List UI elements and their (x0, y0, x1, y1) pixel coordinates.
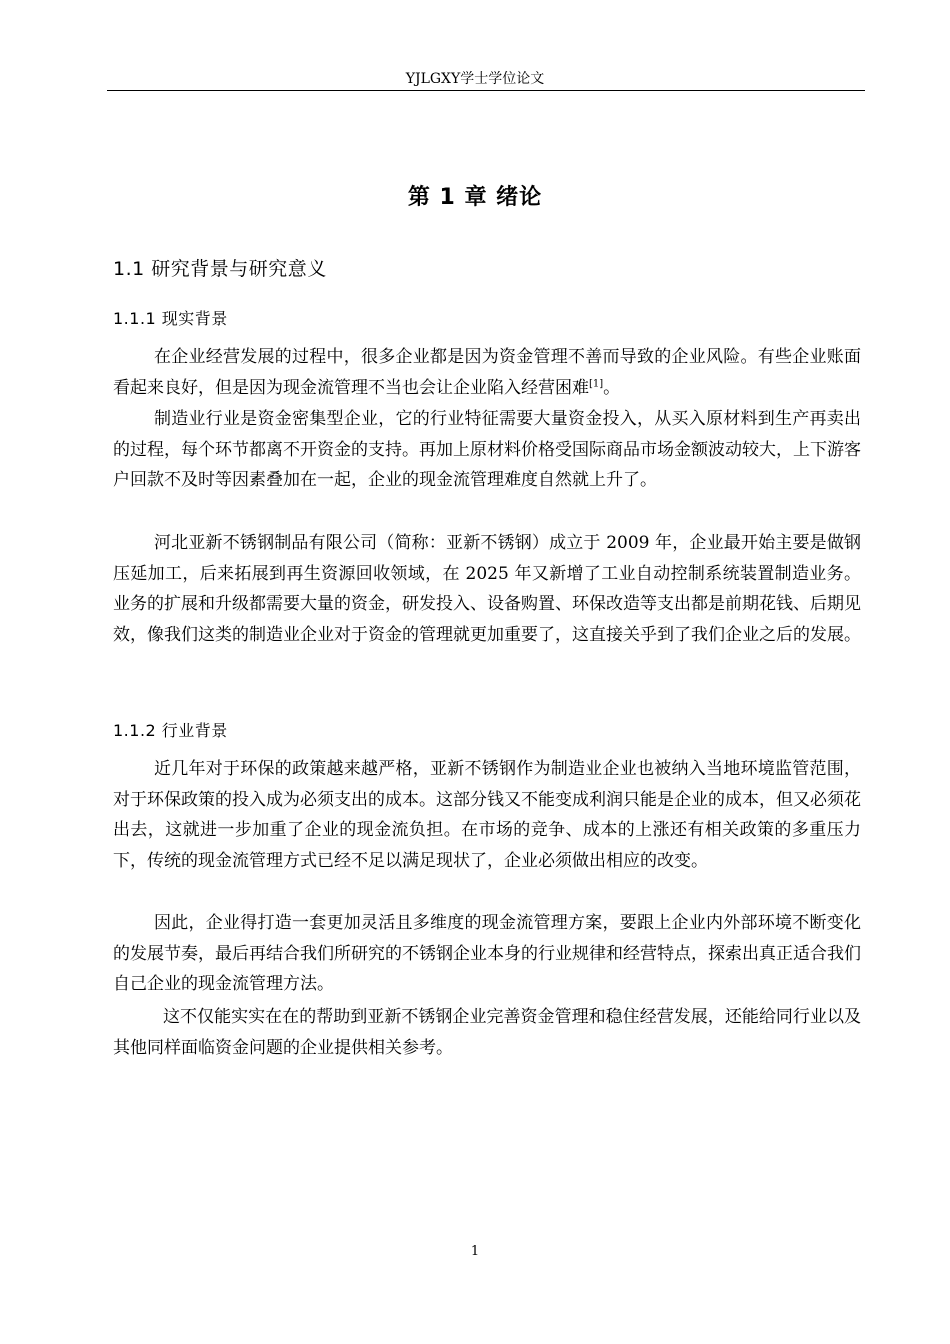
page-number: 1 (470, 1244, 480, 1259)
paragraph: 制造业行业是资金密集型企业，它的行业特征需要大量资金投入，从买入原材料到生产再卖出的过程，每个环节都离不开资金的支持。再加上原材料价格受国际商品市场金额波动较大，上下游客户回款不及时等因素叠加在一起，企业的现金流管理难度自然就上升了。 (113, 409, 861, 490)
chapter-title: 第 1 章 绪论 (407, 185, 543, 210)
paragraph: 河北亚新不锈钢制品有限公司（简称：亚新不锈钢）成立于 2009 年，企业最开始主要是做钢压延加工，后来拓展到再生资源回收领域，在 2025 年又新增了工业自动控制系统装置制造业务。业务的扩展和升级都需要大量的资金，研发投入、设备购置、环保改造等支出都是前期花钱、后期见效，像我们这类的制造业企业对于资金的管理就更加重要了，这直接关乎到了我们企业之后的发展。 (113, 533, 861, 645)
paragraph-text: 在企业经营发展的过程中，很多企业都是因为资金管理不善而导致的企业风险。有些企业账面看起来良好，但是因为现金流管理不当也会让企业陷入经营困难 (113, 347, 861, 398)
paragraph: 这不仅能实实在在的帮助到亚新不锈钢企业完善资金管理和稳住经营发展，还能给同行业以及其他同样面临资金问题的企业提供相关参考。 (113, 1007, 861, 1058)
section-title: 1.1 研究背景与研究意义 (113, 258, 327, 280)
paragraph-tail: 。 (603, 377, 621, 398)
subsection-title-industry-background: 1.1.2 行业背景 (113, 721, 228, 740)
running-header: YJLGXY学士学位论文 (405, 71, 545, 87)
subsection-title-realistic-background: 1.1.1 现实背景 (113, 309, 228, 328)
header-divider (107, 90, 865, 91)
paragraph: 因此，企业得打造一套更加灵活且多维度的现金流管理方案，要跟上企业内外部环境不断变化的发展节奏，最后再结合我们所研究的不锈钢企业本身的行业规律和经营特点，探索出真正适合我们自己企业的现金流管理方法。 (113, 913, 861, 994)
citation-marker: [1] (589, 377, 604, 389)
paragraph (113, 342, 861, 403)
paragraph: 近几年对于环保的政策越来越严格，亚新不锈钢作为制造业企业也被纳入当地环境监管范围，对于环保政策的投入成为必须支出的成本。这部分钱又不能变成利润只能是企业的成本，但又必须花出去，这就进一步加重了企业的现金流负担。在市场的竞争、成本的上涨还有相关政策的多重压力下，传统的现金流管理方式已经不足以满足现状了，企业必须做出相应的改变。 (113, 759, 861, 871)
